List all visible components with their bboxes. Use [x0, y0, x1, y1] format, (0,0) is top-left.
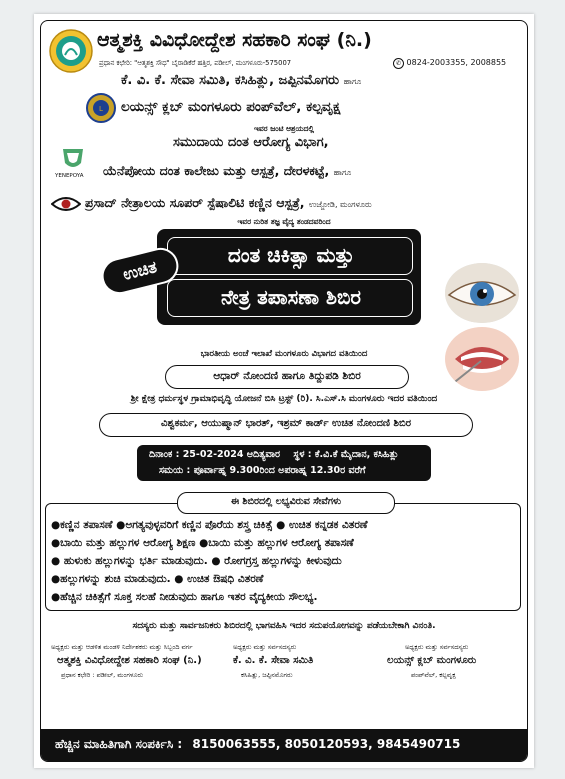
signature-1-role: ಅಧ್ಯಕ್ಷರು ಮತ್ತು ಆಡಳಿತ ಮಂಡಳಿ ನಿರ್ದೇಶಕರು ಮತ್ತು ಸಿಬ್ಬಂದಿ ವರ್ಗ [51, 643, 193, 651]
services-heading: ಈ ಶಿಬಿರದಲ್ಲಿ ಲಭ್ಯವಿರುವ ಸೇವೆಗಳು [230, 496, 342, 507]
signature-2-place: ಕಸಿಹಿತ್ಲು, ಜಪ್ಪಿನಮೊಗರು [241, 671, 293, 679]
aadhar-camp: ಆಧಾರ್ ನೋಂದಣಿ ಹಾಗೂ ತಿದ್ದುಪಡಿ ಶಿಬಿರ [213, 370, 361, 382]
poster-page [34, 14, 534, 768]
signature-2-name: ಕೆ. ವಿ. ಕೆ. ಸೇವಾ ಸಮಿತಿ [233, 655, 314, 666]
place-value: ಕೆ.ವಿ.ಕೆ ಮೈದಾನ, ಕಸಿಹಿತ್ಲು [314, 449, 399, 460]
phone-icon: ✆ [393, 58, 404, 69]
service-line-4: ●ಹಲ್ಲುಗಳನ್ನು ಶುಚಿ ಮಾಡುವುದು. ● ಉಚಿತ ಔಷಧಿ ವಿತರಣೆ [51, 573, 264, 585]
trust-note: ಶ್ರೀ ಕ್ಷೇತ್ರ ಧರ್ಮಸ್ಥಳ ಗ್ರಾಮಾಭಿವೃದ್ಧಿ ಯೋಜನೆ ಬಿಸಿ ಟ್ರಸ್ಟ್ (ರಿ). ಸಿ.ಎಸ್.ಸಿ ಮಂಗಳೂರು ಇದರ ವತಿಯಿಂದ [130, 394, 438, 404]
place-label: ಸ್ಥಳ : [293, 449, 312, 460]
postal-note: ಭಾರತೀಯ ಅಂಚೆ ಇಲಾಖೆ ಮಂಗಳೂರು ವಿಭಾಗದ ವತಿಯಿಂದ [200, 349, 368, 359]
poster-border [40, 20, 528, 762]
date-label: ದಿನಾಂಕ : [149, 449, 180, 460]
contact-numbers: 8150063555, 8050120593, 9845490715 [192, 737, 461, 751]
signature-3-place: ಪಂಪ್‌ವೆಲ್, ಕಲ್ಪವೃಕ್ಷ [411, 671, 456, 679]
appeal-note: ಸದಸ್ಯರು ಮತ್ತು ಸಾರ್ವಜನಿಕರು ಶಿಬಿರದಲ್ಲಿ ಭಾಗವಹಿಸಿ ಇದರ ಸದುಪಯೋಗವನ್ನು ಪಡೆಯಬೇಕಾಗಿ ವಿನಂತಿ. [132, 621, 436, 631]
prasad-hospital [85, 195, 372, 211]
atmashakti-logo [49, 29, 93, 73]
header-phone [393, 58, 506, 69]
schemes-camp: ವಿಶ್ವಕರ್ಮ, ಆಯುಷ್ಮಾನ್ ಭಾರತ್, ಇಶ್ರಮ್ ಕಾರ್ಡ್ ಉಚಿತ ನೋಂದಣಿ ಶಿಬಿರ [161, 418, 411, 429]
joint-note: ಇವರ ಜಂಟಿ ಆಶ್ರಯದಲ್ಲಿ [253, 124, 315, 133]
signature-1-name: ಆತ್ಮಶಕ್ತಿ ವಿವಿಧೋದ್ದೇಶ ಸಹಕಾರಿ ಸಂಘ (ನಿ.) [57, 655, 202, 666]
signature-3-name: ಲಯನ್ಸ್ ಕ್ಲಬ್ ಮಂಗಳೂರು [387, 655, 477, 666]
prasad-hospital-name: ಪ್ರಸಾದ್ ನೇತ್ರಾಲಯ ಸೂಪರ್ ಸ್ಪೆಷಾಲಿಟಿ ಕಣ್ಣಿನ ಆಸ್ಪತ್ರೆ, [85, 195, 305, 210]
yenepoya-college-name: ಯೆನೆಪೋಯ ದಂತ ಕಾಲೇಜು ಮತ್ತು ಆಸ್ಪತ್ರೆ, ದೇರಳಕಟ್ಟೆ, [103, 163, 330, 178]
camp-title-line2: ನೇತ್ರ ತಪಾಸಣಾ ಶಿಬಿರ [221, 285, 361, 309]
signature-1-place: ಪ್ರಧಾನ ಕಛೇರಿ : ಪಡೀಲ್, ಮಂಗಳೂರು [61, 671, 144, 679]
dental-photo [445, 327, 519, 391]
org-kvk-name: ಕೆ. ವಿ. ಕೆ. ಸೇವಾ ಸಮಿತಿ, ಕಸಿಹಿತ್ಲು, ಜಪ್ಪಿನಮೊಗರು [121, 73, 340, 88]
free-badge: ಉಚಿತ [98, 244, 182, 298]
service-line-5: ●ಹೆಚ್ಚಿನ ಚಿಕಿತ್ಸೆಗೆ ಸೂಕ್ತ ಸಲಹೆ ನೀಡುವುದು ಹಾಗೂ ಇತರ ವೈದ್ಯಕೀಯ ಸೌಲಭ್ಯ. [51, 591, 318, 603]
signature-3-role: ಅಧ್ಯಕ್ಷರು ಮತ್ತು ಸರ್ವಸದಸ್ಯರು [405, 643, 469, 651]
lions-logo [86, 93, 116, 123]
camp-title-line1: ದಂತ ಚಿಕಿತ್ಸಾ ಮತ್ತು [227, 243, 355, 267]
time-label: ಸಮಯ : [159, 465, 191, 476]
prasad-hospital-place: ಉಜ್ಜೋಡಿ, ಮಂಗಳೂರು [308, 200, 372, 209]
signature-2-role: ಅಧ್ಯಕ್ಷರು ಮತ್ತು ಸರ್ವಸದಸ್ಯರು [233, 643, 297, 651]
contact-row [55, 737, 460, 752]
yenepoya-haagu: ಹಾಗೂ [333, 168, 352, 177]
org-lions: ಲಯನ್ಸ್ ಕ್ಲಬ್ ಮಂಗಳೂರು ಪಂಪ್‌ವೆಲ್, ಕಲ್ಪವೃಕ್ಷ [121, 99, 341, 115]
org-kvk [121, 73, 361, 88]
experts-note: ಇವರ ನುರಿತ ತಜ್ಞ ವೈದ್ಯ ತಂಡದವರಿಂದ [237, 217, 331, 226]
phone-numbers: 0824-2003355, 2008855 [406, 58, 507, 67]
service-line-1: ●ಕಣ್ಣಿನ ತಪಾಸಣೆ ●ಅಗತ್ಯವುಳ್ಳವರಿಗೆ ಕಣ್ಣಿನ ಪೊರೆಯ ಶಸ್ತ್ರ ಚಿಕಿತ್ಸೆ ● ಉಚಿತ ಕನ್ನಡಕ ವಿತರಣೆ [51, 519, 368, 531]
service-line-3: ● ಹುಳುಕು ಹಲ್ಲುಗಳನ್ನು ಭರ್ತಿ ಮಾಡುವುದು. ● ರೋಗಗ್ರಸ್ತ ಹಲ್ಲುಗಳನ್ನು ಕೀಳುವುದು [51, 555, 342, 567]
prasad-eye-logo [51, 195, 81, 213]
contact-label: ಹೆಚ್ಚಿನ ಮಾಹಿತಿಗಾಗಿ ಸಂಪರ್ಕಿಸಿ : [55, 737, 183, 751]
event-date-row [149, 449, 399, 460]
yenepoya-college [103, 163, 351, 179]
yenepoya-label: YENEPOYA [55, 173, 84, 179]
svg-text:L: L [99, 105, 103, 113]
org-kvk-haagu: ಹಾಗೂ [343, 77, 362, 86]
header-title: ಆತ್ಮಶಕ್ತಿ ವಿವಿಧೋದ್ದೇಶ ಸಹಕಾರಿ ಸಂಘ (ನಿ.) [97, 29, 372, 51]
dept-title: ಸಮುದಾಯ ದಂತ ಆರೋಗ್ಯ ವಿಭಾಗ, [173, 135, 329, 150]
time-value: ಪೂರ್ವಾಹ್ನ 9.300ರಿಂದ ಅಪರಾಹ್ನ 12.30ರ ವರೆಗೆ [193, 465, 366, 476]
date-value: 25-02-2024 ಆದಿತ್ಯವಾರ [182, 449, 280, 460]
header-address: ಪ್ರಧಾನ ಕಛೇರಿ: "ಆತ್ಮಶಕ್ತಿ ಸೌಧ" ಬೈರಾಡಿಕೆರೆ ಹತ್ತಿರ, ಪಡೀಲ್, ಮಂಗಳೂರು-575007 [99, 59, 292, 67]
eye-photo [445, 263, 519, 323]
event-time-row [159, 465, 366, 476]
service-line-2: ●ಬಾಯಿ ಮತ್ತು ಹಲ್ಲುಗಳ ಆರೋಗ್ಯ ಶಿಕ್ಷಣ ●ಬಾಯಿ ಮತ್ತು ಹಲ್ಲುಗಳ ಆರೋಗ್ಯ ತಪಾಸಣೆ [51, 537, 354, 549]
